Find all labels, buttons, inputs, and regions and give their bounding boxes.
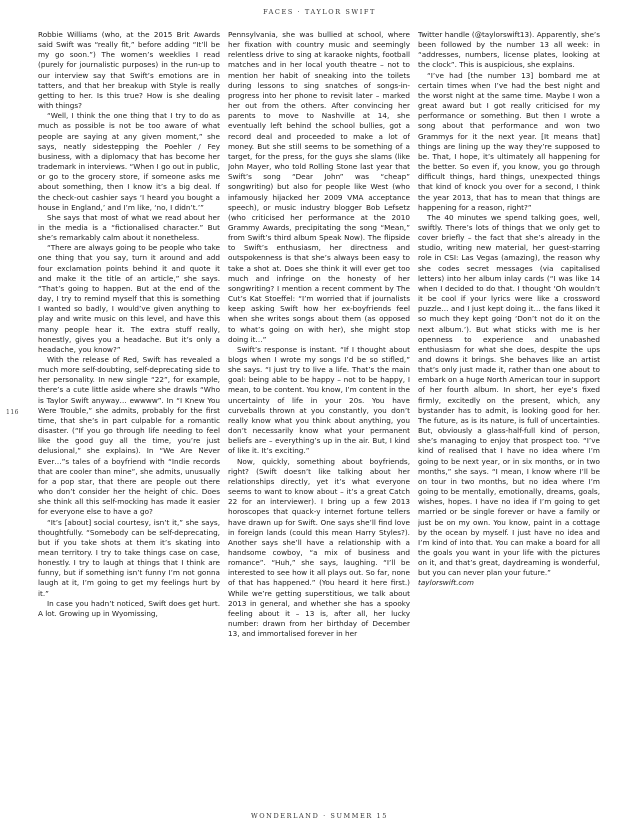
paragraph: With the release of Red, Swift has revealed a much more self-doubting, self-deprecating side to her personality. In new single “22”, for example, there’s a cute little aside where she drawls “Who is Taylor Swift anyway… ewwww”. In “I Knew You Were Trouble,” she admits, probably for the first time, that she’s in part culpable for a romantic disaster. (“If you go through life needing to feel like the good guy all the time, you’re just delusional,” she explains). In “We Are Never Ever…”s tales of a boyfriend with “Indie records that are cooler than mine”, she admits, unusually for a pop star, that there are people out there who don’t consider her the height of chic. Does she think all this self-mocking has made it easier for everyone else to have a go?	[38, 355, 220, 517]
running-foot: WONDERLAND · SUMMER 15	[250, 812, 389, 820]
paragraph: “Well, I think the one thing that I try to do as much as possible is not be too aware of what people are saying at any given moment,” she says, neatly sidestepping the Poehler / Fey business, with a diplomacy that has become her trademark in interviews. “When I go out in public, or go to the grocery store, if someone asks me about something, then I know it’s a big deal. If the check-out cashier says ‘I heard you bought a house in England,’ and I’m like, ‘no, I didn’t.’”	[38, 111, 220, 212]
paragraph: In case you hadn’t noticed, Swift does get hurt. A lot. Growing up in Wyomissing,	[38, 598, 220, 618]
paragraph: She says that most of what we read about her in the media is a “fictionalised character.” But she’s remarkably calm about it nonetheless.	[38, 212, 220, 243]
paragraph: “It’s [about] social courtesy, isn’t it,” she says, thoughtfully. “Somebody can be self-deprecating, but if you take shots at them it’s skating into mean territory. I try to take things case on case, honestly. I try to laugh at things that I think are funny, but if something isn’t funny I’m not gonna laugh at it, I’m going to get my feelings hurt by it.”	[38, 517, 220, 598]
paragraph: Pennsylvania, she was bullied at school, where her fixation with country music and seemingly relentless drive to sing at karaoke nights, football matches and in her local youth theatre – not to mention her habit of sneaking into the toilets during lessons to sing snatches of songs-in-progress into her phone to revisit later – marked her out from the others. After convincing her parents to move to Nashville at 14, she eventually left behind the school bullies, got a record deal and proceeded to make a lot of money. But she still seems to be something of a target, for the press, for the guys she slams (like John Mayer, who told Rolling Stone last year that Swift’s song “Dear John” was “cheap” songwriting) but also for people like West (who infamously hijacked her 2009 VMA acceptance speech), or music industry blogger Bob Lefsetz (who criticised her performance at the 2010 Grammy Awards, precipitating the song “Mean,” from Swift’s third album Speak Now). The flipside to Swift’s enthusiasm, her directness and outspokenness is that she’s always been easy to take a shot at. Does she think it will ever get too much and infringe on the honesty of her songwriting? I mention a recent comment by The Cut’s Kat Stoeffel: “I’m worried that if journalists keep asking Swift how her ex-boyfriends feel when she writes songs about them (as opposed to what’s going on with her), she might stop doing it…”	[228, 30, 410, 344]
paragraph: Robbie Williams (who, at the 2015 Brit Awards said Swift was “really fit,” before adding “It’ll be my go soon.”) The women’s weeklies I read (purely for journalistic purposes) in the run-up to our interview say that Swift’s emotions are in tatters, and that her breakup with Style is really getting to her. Is this true? How is she dealing with things?	[38, 30, 220, 111]
article-column-2	[228, 30, 410, 805]
paragraph: Twitter handle (@taylorswift13). Apparently, she’s been followed by the number 13 all week: in “addresses, numbers, license plates, looking at the clock”. This is auspicious, she explains.	[418, 30, 600, 70]
article-column-1	[38, 30, 220, 805]
article-column-3	[418, 30, 600, 805]
paragraph: The 40 minutes we spend talking goes, well, swiftly. There’s lots of things that we only get to cover briefly – the fact that she’s already in the studio, writing new material, her guest-starring role in CSI: Las Vegas (amazing), the reason why she codes secret messages (via capitalised letters) into her album inlay cards (“I was like 14 when I decided to do that. I thought ‘Oh wouldn’t it be cool if your lyrics were like a crossword puzzle… and I just kept doing it… the fans liked it so much they kept going ‘Don’t not do it on the next album.’). But what sticks with me is her openness to experience and unabashed enthusiasm for what she does, despite the ups and downs it brings. She behaves like an artist that’s only just made it, rather than one about to embark on a huge North American tour in support of her fourth album. In short, her eye’s fixed firmly, excitedly on the present, which, any bystander has to admit, is looking good for her. The future, as is its nature, is full of uncertainties. But, obviously a glass-half-full kind of person, she’s managing to enjoy that prospect too. “I’ve kind of realised that I have no idea where I’m going to be next year, or in six months, or in two months,” she says. “I mean, I know where I’ll be on tour in two months, but no idea where I’m going to be mentally, emotionally, dreams, goals, wishes, hopes. I have no idea if I’m going to get married or be single forever or have a family or just be on my own. You know, paint in a cottage by the ocean by myself. I just have no idea and I’m kind of into that. You can make a board for all the goals you want in your life with the pictures on it, and that’s great, daydreaming is wonderful, but you can never plan your future.”	[418, 212, 600, 578]
running-head: FACES · TAYLOR SWIFT	[263, 8, 376, 16]
site-url: taylorswift.com	[418, 578, 474, 588]
paragraph: “I’ve had [the number 13] bombard me at certain times when I’ve had the best night and the worst night at the same time. Maybe I won a great award but I got really criticised for my performance or something. But then I wrote a song about that performance and won two Grammys for it the next year. [It means that] things are lining up the way they’re supposed to be. That, I hope, it’s ultimately all happening for the better. So even if, you know, you go through difficult things, hard things, unexpected things that kind of knock you over for a second, I think the year 2013, that has to mean that things are happening for a reason, right?”	[418, 70, 600, 212]
page-number: 116	[6, 409, 19, 416]
paragraph: “There are always going to be people who take one thing that you say, turn it around and add four exclamation points behind it and quote it and make it the title of an article,” she says. “That’s going to happen. But at the end of the day, I try to remind myself that this is something I wanted so badly, I would’ve given anything to play and write music on this level, and have this many people hear it. The extra stuff really, honestly, gives you a headache. But it’s only a headache, you know?”	[38, 243, 220, 354]
paragraph: Swift’s response is instant. “If I thought about blogs when I wrote my songs I’d be so stifled,” she says. “I just try to live a life. That’s the main goal: being able to be happy – not to be happy, I mean, to be content. You know, I’m content in the uncertainty of life in your 20s. You have curveballs thrown at you constantly, you don’t really know what you think about anything, you don’t necessarily know what your permanent beliefs are – everything’s up in the air. But, I kind of like it. It’s exciting.”	[228, 344, 410, 456]
paragraph: Now, quickly, something about boyfriends, right? (Swift doesn’t like talking about her relationships directly, yet it’s what everyone seems to want to know about – it’s a great Catch 22 for an interviewer). I bring up a few 2013 horoscopes that quack-y internet fortune tellers have drawn up for Swift. One says she’ll find love in foreign lands (could this mean Harry Styles?). Another says she’ll have a relationship with a handsome cowboy, “a mix of business and romance”. “Huh,” she says, laughing. “I’ll be interested to see how it all plays out. So far, none of that has happened.” (You heard it here first.) While we’re getting superstitious, we talk about 2013 in general, and whether she has a spooky feeling about it – 13 is, after all, her lucky number: drawn from her birthday of December 13, and immortalised forever in her	[228, 456, 410, 639]
